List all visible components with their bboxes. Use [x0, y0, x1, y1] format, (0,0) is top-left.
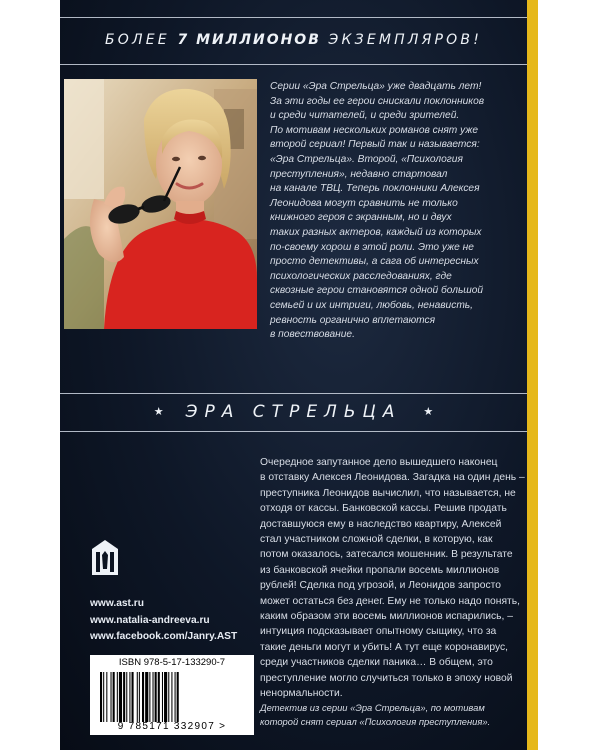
description-line: доставшуюся ему в наследство квартиру, Алексей	[260, 518, 502, 530]
link-ast[interactable]: www.ast.ru	[90, 598, 144, 609]
intro-line: и среди читателей, и среди зрителей.	[270, 110, 460, 122]
series-title-text: ЭРА СТРЕЛЬЦА	[185, 402, 402, 422]
intro-line: По мотивам нескольких романов снят уже	[270, 124, 479, 136]
tagline-text	[260, 701, 525, 728]
description-line: такие деньги могут и убить! А тут еще коронавирус,	[260, 641, 508, 653]
back-cover	[60, 0, 527, 750]
description-line: среди участников сделки паника… В общем, это	[260, 657, 493, 669]
publisher-logo	[90, 537, 120, 577]
tagline-line: которой снят сериал «Психология преступления».	[260, 715, 491, 727]
star-icon-left: ★	[153, 405, 164, 418]
description-line: Очередное запутанное дело вышедшего наконец	[260, 457, 498, 468]
intro-line: таких разных актеров, каждый из которых	[270, 227, 482, 238]
description-line: преступление могло случиться только в эпоху новой	[260, 672, 513, 684]
intro-line: Серии «Эра Стрельца» уже двадцать лет!	[270, 81, 482, 92]
author-photo-illustration	[64, 79, 257, 329]
top-rule-upper	[60, 17, 527, 18]
description-line: ненормальности.	[260, 688, 343, 700]
description-line: из банковской ячейки пропали восемь миллионов	[260, 564, 500, 576]
intro-line: по-своему хорош в этой роли. Это уже не	[270, 241, 474, 253]
series-rule-lower	[60, 431, 527, 432]
star-icon-right: ★	[423, 405, 434, 418]
barcode-digits: 9 785171 332907 >	[117, 721, 227, 732]
description-line: рублей! Сделка под угрозой, и Леонидов запросто	[260, 580, 501, 592]
tagline-line: Детектив из серии «Эра Стрельца», по мотивам	[260, 702, 485, 713]
isbn-text: ISBN 978-5-17-133290-7	[118, 657, 226, 668]
description-line: интуиция подсказывает опытному сыщику, что за	[260, 626, 497, 638]
intro-line: в повествование.	[270, 329, 355, 341]
series-title	[60, 402, 527, 422]
description-line: отходя от кассы. Банковской кассы. Решив продать	[260, 503, 507, 515]
intro-line: За эти годы ее герои снискали поклонников	[270, 95, 485, 107]
intro-line: книжного героя с экранным, но и двух	[270, 212, 452, 224]
intro-line: семьей и их интриги, любовь, ненависть,	[270, 300, 473, 311]
intro-line: Леонидова могут сравнить не только	[270, 197, 458, 209]
intro-line: второй сериал! Первый так и называется:	[270, 139, 480, 151]
link-facebook[interactable]: www.facebook.com/Janry.AST	[90, 631, 238, 643]
banner-pre: БОЛЕЕ	[104, 32, 170, 48]
series-rule-upper	[60, 393, 527, 394]
link-author-site[interactable]: www.natalia-andreeva.ru	[90, 614, 210, 626]
intro-line: просто детективы, а сага об интересных	[270, 256, 479, 268]
barcode-icon	[100, 672, 246, 722]
top-rule-lower	[60, 64, 527, 65]
intro-line: «Эра Стрельца». Второй, «Психология	[270, 154, 463, 165]
description-line: преступника Леонидов вычислил, что называется, не	[260, 487, 516, 499]
spine-edge	[527, 0, 538, 750]
links-list	[90, 596, 237, 646]
sales-banner	[60, 32, 527, 48]
description-line: в отставку Алексея Леонидова. Загадка на один день –	[260, 472, 525, 484]
description-line: каким образом эти восемь миллионов испарились, –	[260, 611, 513, 623]
intro-line: преступления», недавно стартовал	[270, 168, 448, 180]
description-line: потом оказалось, затесался мошенник. В результате	[260, 549, 513, 561]
intro-line: психологических расследованиях, где	[270, 270, 452, 282]
description-line: может остаться без денег. Ему не только надо понять,	[260, 595, 520, 607]
intro-line: ревность органично вплетаются	[270, 314, 436, 326]
banner-strong: 7 МИЛЛИОНОВ	[177, 32, 321, 48]
description-line: стал участником сложной сделки, в которую, как	[260, 534, 493, 546]
intro-line: на канале ТВЦ. Теперь поклонники Алексея	[270, 183, 480, 195]
intro-line: сквозные герои становятся одной большой	[270, 285, 484, 297]
description-text	[260, 455, 525, 702]
banner-post: ЭКЗЕМПЛЯРОВ!	[328, 32, 483, 48]
isbn-barcode-box	[90, 655, 254, 735]
author-photo	[64, 79, 257, 329]
